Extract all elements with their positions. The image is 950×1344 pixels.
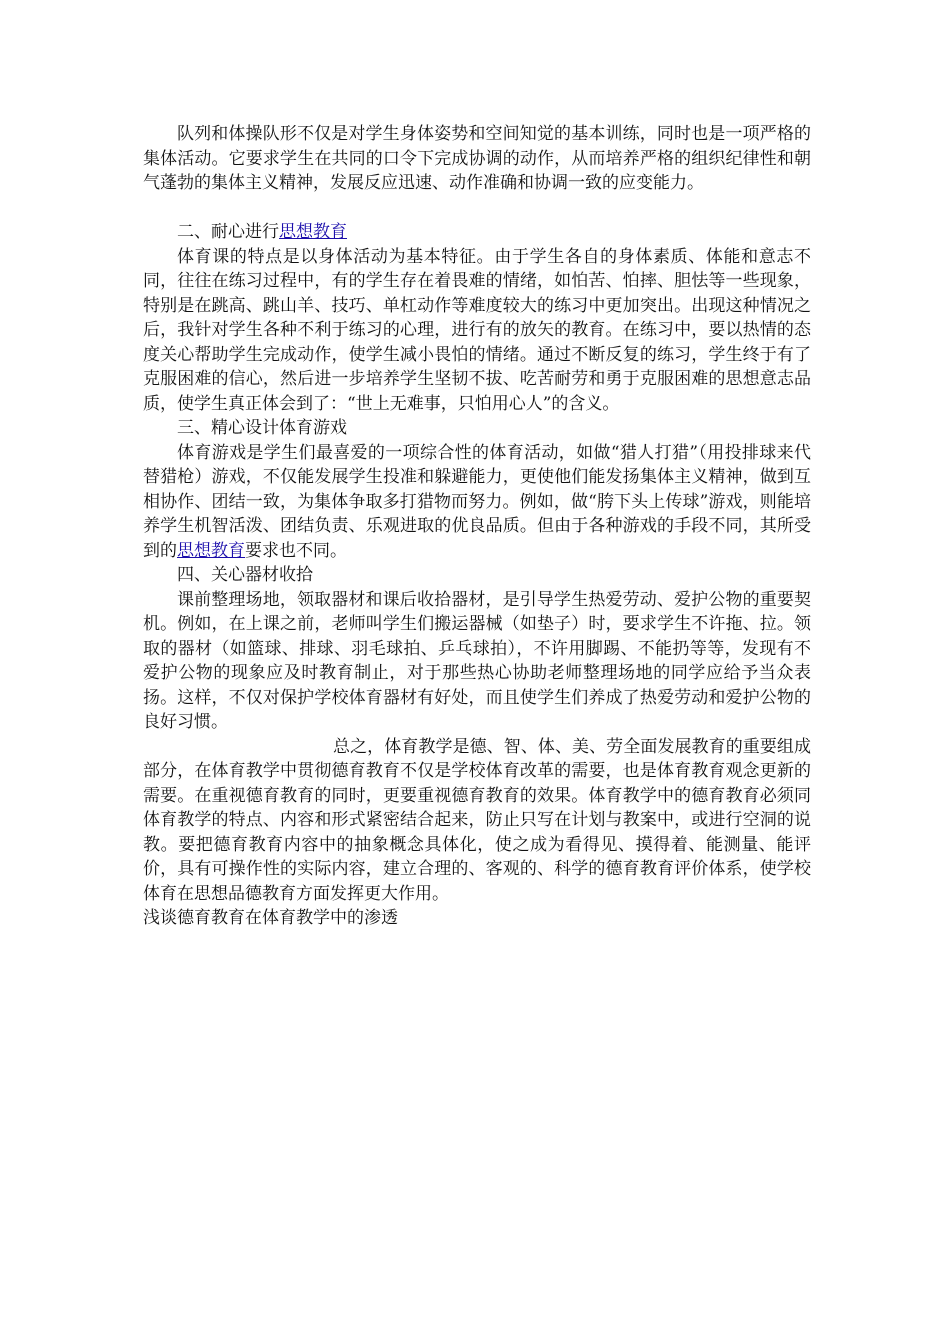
document-body [143, 122, 811, 931]
paragraph-drill: 队列和体操队形不仅是对学生身体姿势和空间知觉的基本训练，同时也是一项严格的集体活动。它要求学生在共同的口令下完成协调的动作，从而培养严格的组织纪律性和朝气蓬勃的集体主义精神，发展反应迅速、动作准确和协调一致的应变能力。 [143, 124, 811, 193]
ideology-education-link-2[interactable]: 思想教育 [177, 540, 245, 561]
ideology-education-link[interactable]: 思想教育 [279, 222, 347, 242]
games-text: 体育游戏是学生们最喜爱的一项综合性的体育活动，如做“猎人打猎”（用投排球来代替猎枪）游戏，不仅能发展学生投准和躲避能力，更使他们能发扬集体主义精神，做到互相协作、团结一致，为集体争取多打猎物而努力。例如，做“胯下头上传球”游戏，则能培养学生机智活泼、团结负责、乐观进取的优良品质。但由于各种游戏的手段不同，其所受到的 [143, 442, 811, 561]
heading-2-text: 二、耐心进行 [177, 222, 279, 242]
paragraph-equipment: 课前整理场地，领取器材和课后收拾器材，是引导学生热爱劳动、爱护公物的重要契机。例如，在上课之前，老师叫学生们搬运器械（如垫子）时，要求学生不许拖、拉。领取的器材（如篮球、排球、羽毛球拍、乒乓球拍），不许用脚踢、不能扔等等，发现有不爱护公物的现象应及时教育制止，对于那些热心协助老师整理场地的同学应给予当众表扬。这样，不仅对保护学校体育器材有好处，而且使学生们养成了热爱劳动和爱护公物的良好习惯。 [143, 589, 811, 732]
section-heading-4: 四、关心器材收拾 [177, 565, 313, 585]
paragraph-games [143, 441, 811, 564]
section-heading-3: 三、精心设计体育游戏 [177, 418, 347, 438]
paragraph-summary: 总之，体育教学是德、智、体、美、劳全面发展教育的重要组成部分，在体育教学中贯彻德育教育不仅是学校体育改革的需要，也是体育教育观念更新的需要。在重视德育教育的同时，更要重视德育教育的效果。体育教学中的德育教育必须同体育教学的特点、内容和形式紧密结合起来，防止只写在计划与教案中，或进行空洞的说教。要把德育教育内容中的抽象概念具体化，使之成为看得见、摸得着、能测量、能评价，具有可操作性的实际内容，建立合理的、客观的、科学的德育教育评价体系，使学校体育在思想品德教育方面发挥更大作用。 [143, 736, 811, 904]
section-heading-2 [143, 220, 811, 245]
games-text-end: 要求也不同。 [245, 540, 347, 561]
blank-line [143, 196, 811, 221]
document-title-footer: 浅谈德育教育在体育教学中的渗透 [143, 908, 398, 928]
paragraph-patience: 体育课的特点是以身体活动为基本特征。由于学生各自的身体素质、体能和意志不同，往往在练习过程中，有的学生存在着畏难的情绪，如怕苦、怕摔、胆怯等一些现象，特别是在跳高、跳山羊、技巧、单杠动作等难度较大的练习中更加突出。出现这种情况之后，我针对学生各种不利于练习的心理，进行有的放矢的教育。在练习中，要以热情的态度关心帮助学生完成动作，使学生减小畏怕的情绪。通过不断反复的练习，学生终于有了克服困难的信心，然后进一步培养学生坚韧不拔、吃苦耐劳和勇于克服困难的思想意志品质，使学生真正体会到了：“世上无难事，只怕用心人”的含义。 [143, 246, 811, 414]
